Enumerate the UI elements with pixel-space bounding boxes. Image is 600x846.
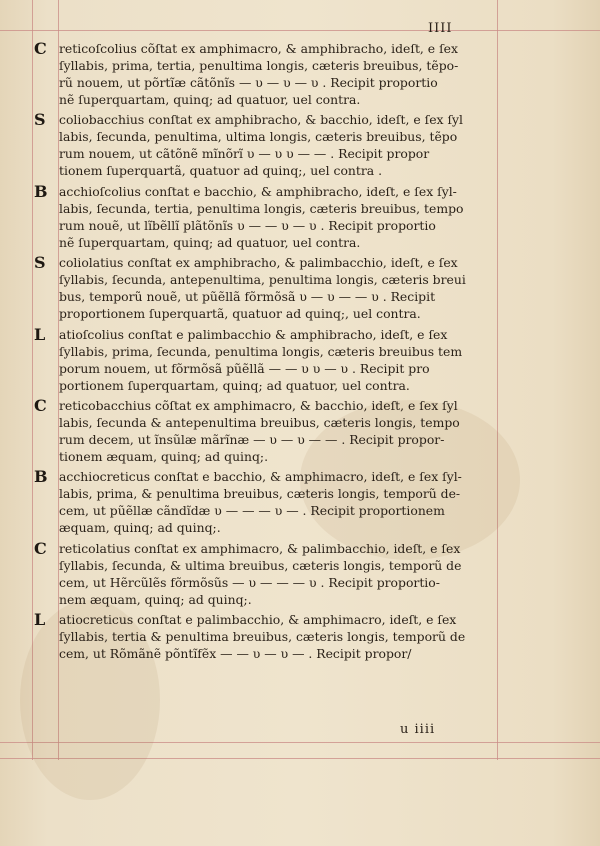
- line-text: ſyllabis, prima, tertia, penultima longis, cæteris breuibus, tẽpo-: [59, 58, 459, 73]
- guide-letter: C: [34, 39, 47, 58]
- text-entry: [34, 110, 500, 179]
- text-line: [34, 395, 500, 415]
- line-text: atioſcolius conſtat e palimbacchio & amphibracho, ideſt, e ſex: [59, 326, 448, 342]
- line-text: labis, ſecunda & antepenultima breuibus, cæteris longis, tempo: [59, 414, 460, 430]
- guide-letter: L: [34, 610, 46, 630]
- text-line: [38, 360, 500, 377]
- text-line: [38, 57, 500, 74]
- text-entry: [34, 610, 500, 662]
- line-text: cem, ut Rõmãnẽ põntĩfẽx — — υ — υ — . Recipit propor/: [59, 646, 412, 662]
- text-line: [38, 271, 500, 288]
- text-line: [38, 200, 500, 217]
- line-text: æquam, quinq; ad quinq;.: [59, 520, 221, 536]
- guide-letter: C: [34, 395, 47, 415]
- line-text: nem æquam, quinq; ad quinq;.: [59, 591, 252, 607]
- line-text: reticolatius conſtat ex amphimacro, & palimbacchio, ideſt, e ſex: [59, 540, 461, 556]
- margin-rule-top: [0, 30, 600, 31]
- line-text: acchiocreticus conſtat e bacchio, & amphimacro, ideſt, e ſex ſyl-: [59, 469, 462, 485]
- line-text: labis, prima, & penultima breuibus, cæteris longis, temporũ de-: [59, 486, 461, 502]
- line-text: coliolatius conſtat ex amphibracho, & palimbacchio, ideſt, e ſex: [59, 255, 458, 271]
- text-entry: [34, 181, 500, 251]
- text-line: [38, 128, 500, 145]
- text-line: [38, 234, 500, 251]
- text-line: [34, 253, 500, 273]
- text-line: [38, 414, 500, 431]
- text-line: [38, 343, 500, 360]
- text-line: [34, 39, 500, 58]
- text-line: [38, 591, 500, 608]
- line-text: cem, ut pũẽllæ cãndĩdæ υ — — — υ — . Recipit proportionem: [59, 503, 445, 519]
- guide-letter: L: [34, 324, 46, 344]
- line-text: rum nouẽ, ut lĩbẽllĩ plãtõnĩs υ — — υ — υ . Recipit proportio: [59, 217, 436, 233]
- line-text: rum nouem, ut cãtõnẽ mĩnõrĩ υ — υ υ — — . Recipit propor: [59, 146, 430, 162]
- guide-letter: C: [34, 538, 47, 558]
- line-text: labis, ſecunda, penultima, ultima longis, cæteris breuibus, tẽpo: [59, 129, 458, 145]
- folio-number: IIII: [428, 21, 453, 36]
- line-text: labis, ſecunda, tertia, penultima longis, cæteris breuibus, tempo: [59, 200, 464, 216]
- line-text: proportionem ſuperquartã, quatuor ad quinq;, uel contra.: [59, 306, 421, 322]
- text-line: [38, 305, 500, 322]
- text-entry: [34, 324, 500, 394]
- text-entry: [34, 253, 500, 322]
- text-line: [38, 574, 500, 591]
- line-text: cem, ut Hẽrcũlẽs fõrmõsũs — υ — — — υ . Recipit proportio-: [59, 574, 440, 590]
- text-entry: [34, 538, 500, 608]
- line-text: reticobacchius cõſtat ex amphimacro, & bacchio, ideſt, e ſex ſyl: [59, 397, 458, 413]
- line-text: ſyllabis, prima, ſecunda, penultima longis, cæteris breuibus tem: [59, 343, 463, 359]
- text-entry: [34, 39, 500, 108]
- line-text: tionem æquam, quinq; ad quinq;.: [59, 448, 269, 464]
- guide-letter: S: [34, 110, 46, 130]
- line-text: ſyllabis, ſecunda, antepenultima, penultima longis, cæteris breui: [59, 272, 466, 288]
- text-entry: [34, 467, 500, 536]
- text-line: [38, 628, 500, 645]
- text-line: [38, 217, 500, 234]
- guide-letter: B: [34, 467, 48, 487]
- line-text: acchioſcolius conſtat e bacchio, & amphibracho, ideſt, e ſex ſyl-: [59, 183, 457, 199]
- text-line: [38, 91, 500, 108]
- line-text: nẽ ſuperquartam, quinq; ad quatuor, uel contra.: [59, 234, 361, 250]
- line-text: porum nouem, ut fõrmõsã pũẽllã — — υ υ — υ . Recipit pro: [59, 360, 430, 376]
- text-line: [38, 485, 500, 502]
- line-text: reticoſcolius cõſtat ex amphimacro, & amphibracho, ideſt, e ſex: [59, 41, 458, 56]
- text-line: [34, 538, 500, 558]
- line-text: rum decem, ut ĩnsũlæ mãrĩnæ — υ — υ — — . Recipit propor-: [59, 431, 445, 447]
- text-line: [38, 162, 500, 179]
- line-text: atiocreticus conſtat e palimbacchio, & amphimacro, ideſt, e ſex: [59, 612, 457, 628]
- text-line: [38, 448, 500, 465]
- line-text: portionem ſuperquartam, quinq; ad quatuor, uel contra.: [59, 377, 410, 393]
- line-text: ſyllabis, tertia & penultima breuibus, cæteris longis, temporũ de: [59, 629, 466, 645]
- text-line: [34, 110, 500, 130]
- text-entry: [34, 395, 500, 465]
- text-line: [38, 145, 500, 162]
- line-text: bus, temporũ nouẽ, ut pũẽllã fõrmõsã υ — υ — — υ . Recipit: [59, 289, 436, 305]
- text-line: [34, 610, 500, 630]
- text-line: [34, 181, 500, 201]
- text-line: [38, 377, 500, 394]
- guide-letter: B: [34, 181, 48, 201]
- text-line: [38, 645, 500, 662]
- text-line: [38, 431, 500, 448]
- text-line: [38, 502, 500, 519]
- line-text: ſyllabis, ſecunda, & ultima breuibus, cæteris longis, temporũ de: [59, 557, 462, 573]
- text-line: [38, 557, 500, 574]
- line-text: coliobacchius conſtat ex amphibracho, & bacchio, ideſt, e ſex ſyl: [59, 112, 464, 128]
- main-text-block: [34, 39, 500, 666]
- text-line: [38, 519, 500, 536]
- line-text: nẽ ſuperquartam, quinq; ad quatuor, uel contra.: [59, 92, 361, 107]
- text-line: [38, 74, 500, 91]
- text-line: [38, 288, 500, 305]
- line-text: tionem ſuperquartã, quatuor ad quinq;, uel contra .: [59, 163, 383, 179]
- text-line: [34, 467, 500, 487]
- line-text: rũ nouem, ut põrtĩæ cãtõnĩs — υ — υ — υ . Recipit proportio: [59, 75, 438, 90]
- text-line: [34, 324, 500, 344]
- signature-mark: u iiii: [400, 722, 436, 737]
- guide-letter: S: [34, 253, 46, 273]
